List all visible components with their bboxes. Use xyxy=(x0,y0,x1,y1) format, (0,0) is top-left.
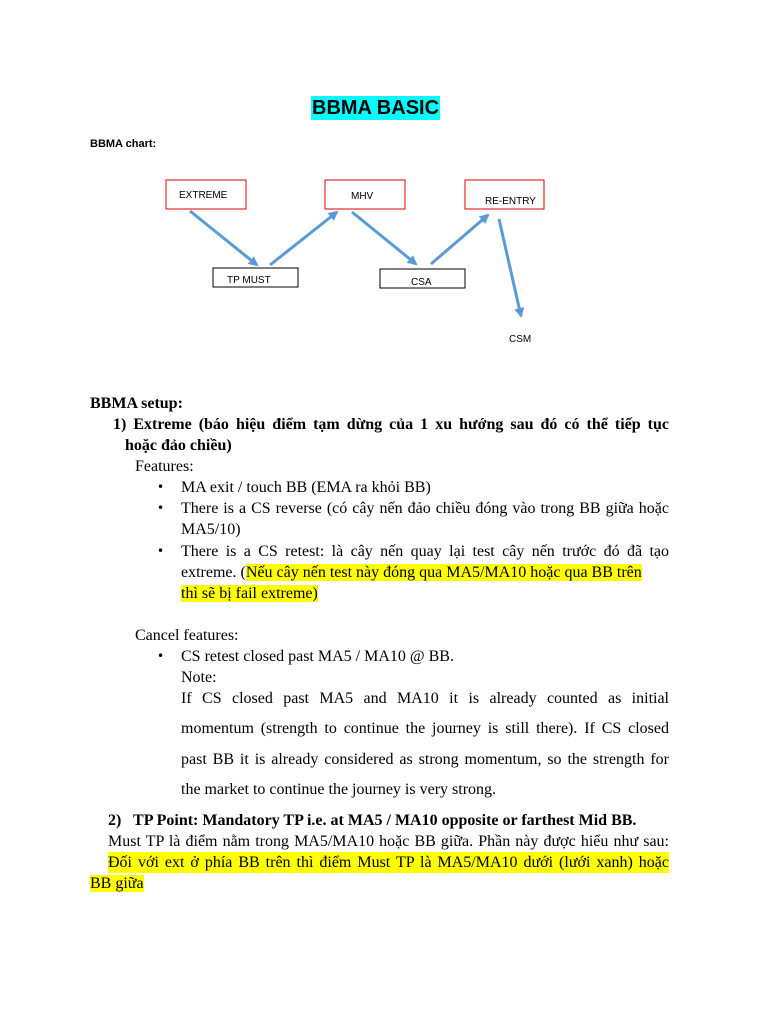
note-line-2: momentum (strength to continue the journey is still there). If CS closed xyxy=(181,720,669,737)
arrow-csa-to-reentry xyxy=(431,215,488,264)
tp-must-label: TP MUST xyxy=(227,275,271,286)
feature-3-line1: There is a CS retest: là cây nến quay lại test cây nến trước đó đã tạo xyxy=(181,543,669,560)
feature-1: MA exit / touch BB (EMA ra khỏi BB) xyxy=(181,479,431,496)
note-label: Note: xyxy=(181,669,217,686)
note-line-3: past BB it is already considered as strong momentum, so the strength for xyxy=(181,751,669,768)
item1-heading: 1) Extreme (báo hiệu điểm tạm dừng của 1 xu hướng sau đó có thể tiếp tục xyxy=(113,416,669,433)
item2-highlight: Đối với ext ở phía BB trên thì điểm Must TP là MA5/MA10 dưới (lưới xanh) hoặc xyxy=(108,854,669,871)
document-title: BBMA BASIC xyxy=(312,97,440,119)
item2-heading: 2) TP Point: Mandatory TP i.e. at MA5 / MA10 opposite or farthest Mid BB. xyxy=(108,812,637,829)
note-line-4: the market to continue the journey is very strong. xyxy=(181,781,497,798)
note-line-1: If CS closed past MA5 and MA10 it is already counted as initial xyxy=(181,690,669,707)
item2-line-1: Must TP là điểm nằm trong MA5/MA10 hoặc BB giữa. Phần này được hiểu như sau: xyxy=(108,833,669,850)
cancel-item: CS retest closed past MA5 / MA10 @ BB. xyxy=(181,648,454,665)
feature-2-line2: MA5/10) xyxy=(181,521,241,538)
csm-label: CSM xyxy=(509,334,532,345)
reentry-label: RE-ENTRY xyxy=(485,196,536,207)
arrow-mhv-to-csa xyxy=(352,212,416,264)
arrow-reentry-to-csm xyxy=(499,219,521,316)
feature-2-line1: There is a CS reverse (có cây nến đảo chiều đóng vào trong BB giữa hoặc xyxy=(181,500,669,517)
features-label: Features: xyxy=(135,458,194,475)
extreme-label: EXTREME xyxy=(179,190,228,201)
feature-3-highlight-cont: thì sẽ bị fail extreme) xyxy=(181,585,318,602)
chart-label: BBMA chart: xyxy=(90,138,157,150)
feature-3-highlight: Nếu cây nến test này đóng qua MA5/MA10 hoặc qua BB trên xyxy=(245,564,642,581)
feature-3-line2 xyxy=(181,562,642,583)
item2-line-2 xyxy=(108,852,669,873)
arrow-tpmust-to-mhv xyxy=(270,212,337,265)
bbma-diagram xyxy=(0,0,768,380)
bullet-icon: • xyxy=(157,544,165,558)
bullet-icon: • xyxy=(157,501,165,515)
feature-3-line2-text: extreme. ( xyxy=(181,564,246,581)
cancel-label: Cancel features: xyxy=(135,627,239,644)
item1-heading-cont: hoặc đảo chiều) xyxy=(125,437,232,454)
bullet-icon: • xyxy=(157,649,165,663)
setup-heading: BBMA setup: xyxy=(90,395,183,412)
arrow-extreme-to-tpmust xyxy=(190,211,257,265)
csa-label: CSA xyxy=(411,277,432,288)
item2-line-3 xyxy=(90,873,144,894)
feature-3-line3 xyxy=(181,583,318,604)
mhv-label: MHV xyxy=(351,191,374,202)
bullet-icon: • xyxy=(157,480,165,494)
item2-highlight-cont: BB giữa xyxy=(90,875,144,892)
